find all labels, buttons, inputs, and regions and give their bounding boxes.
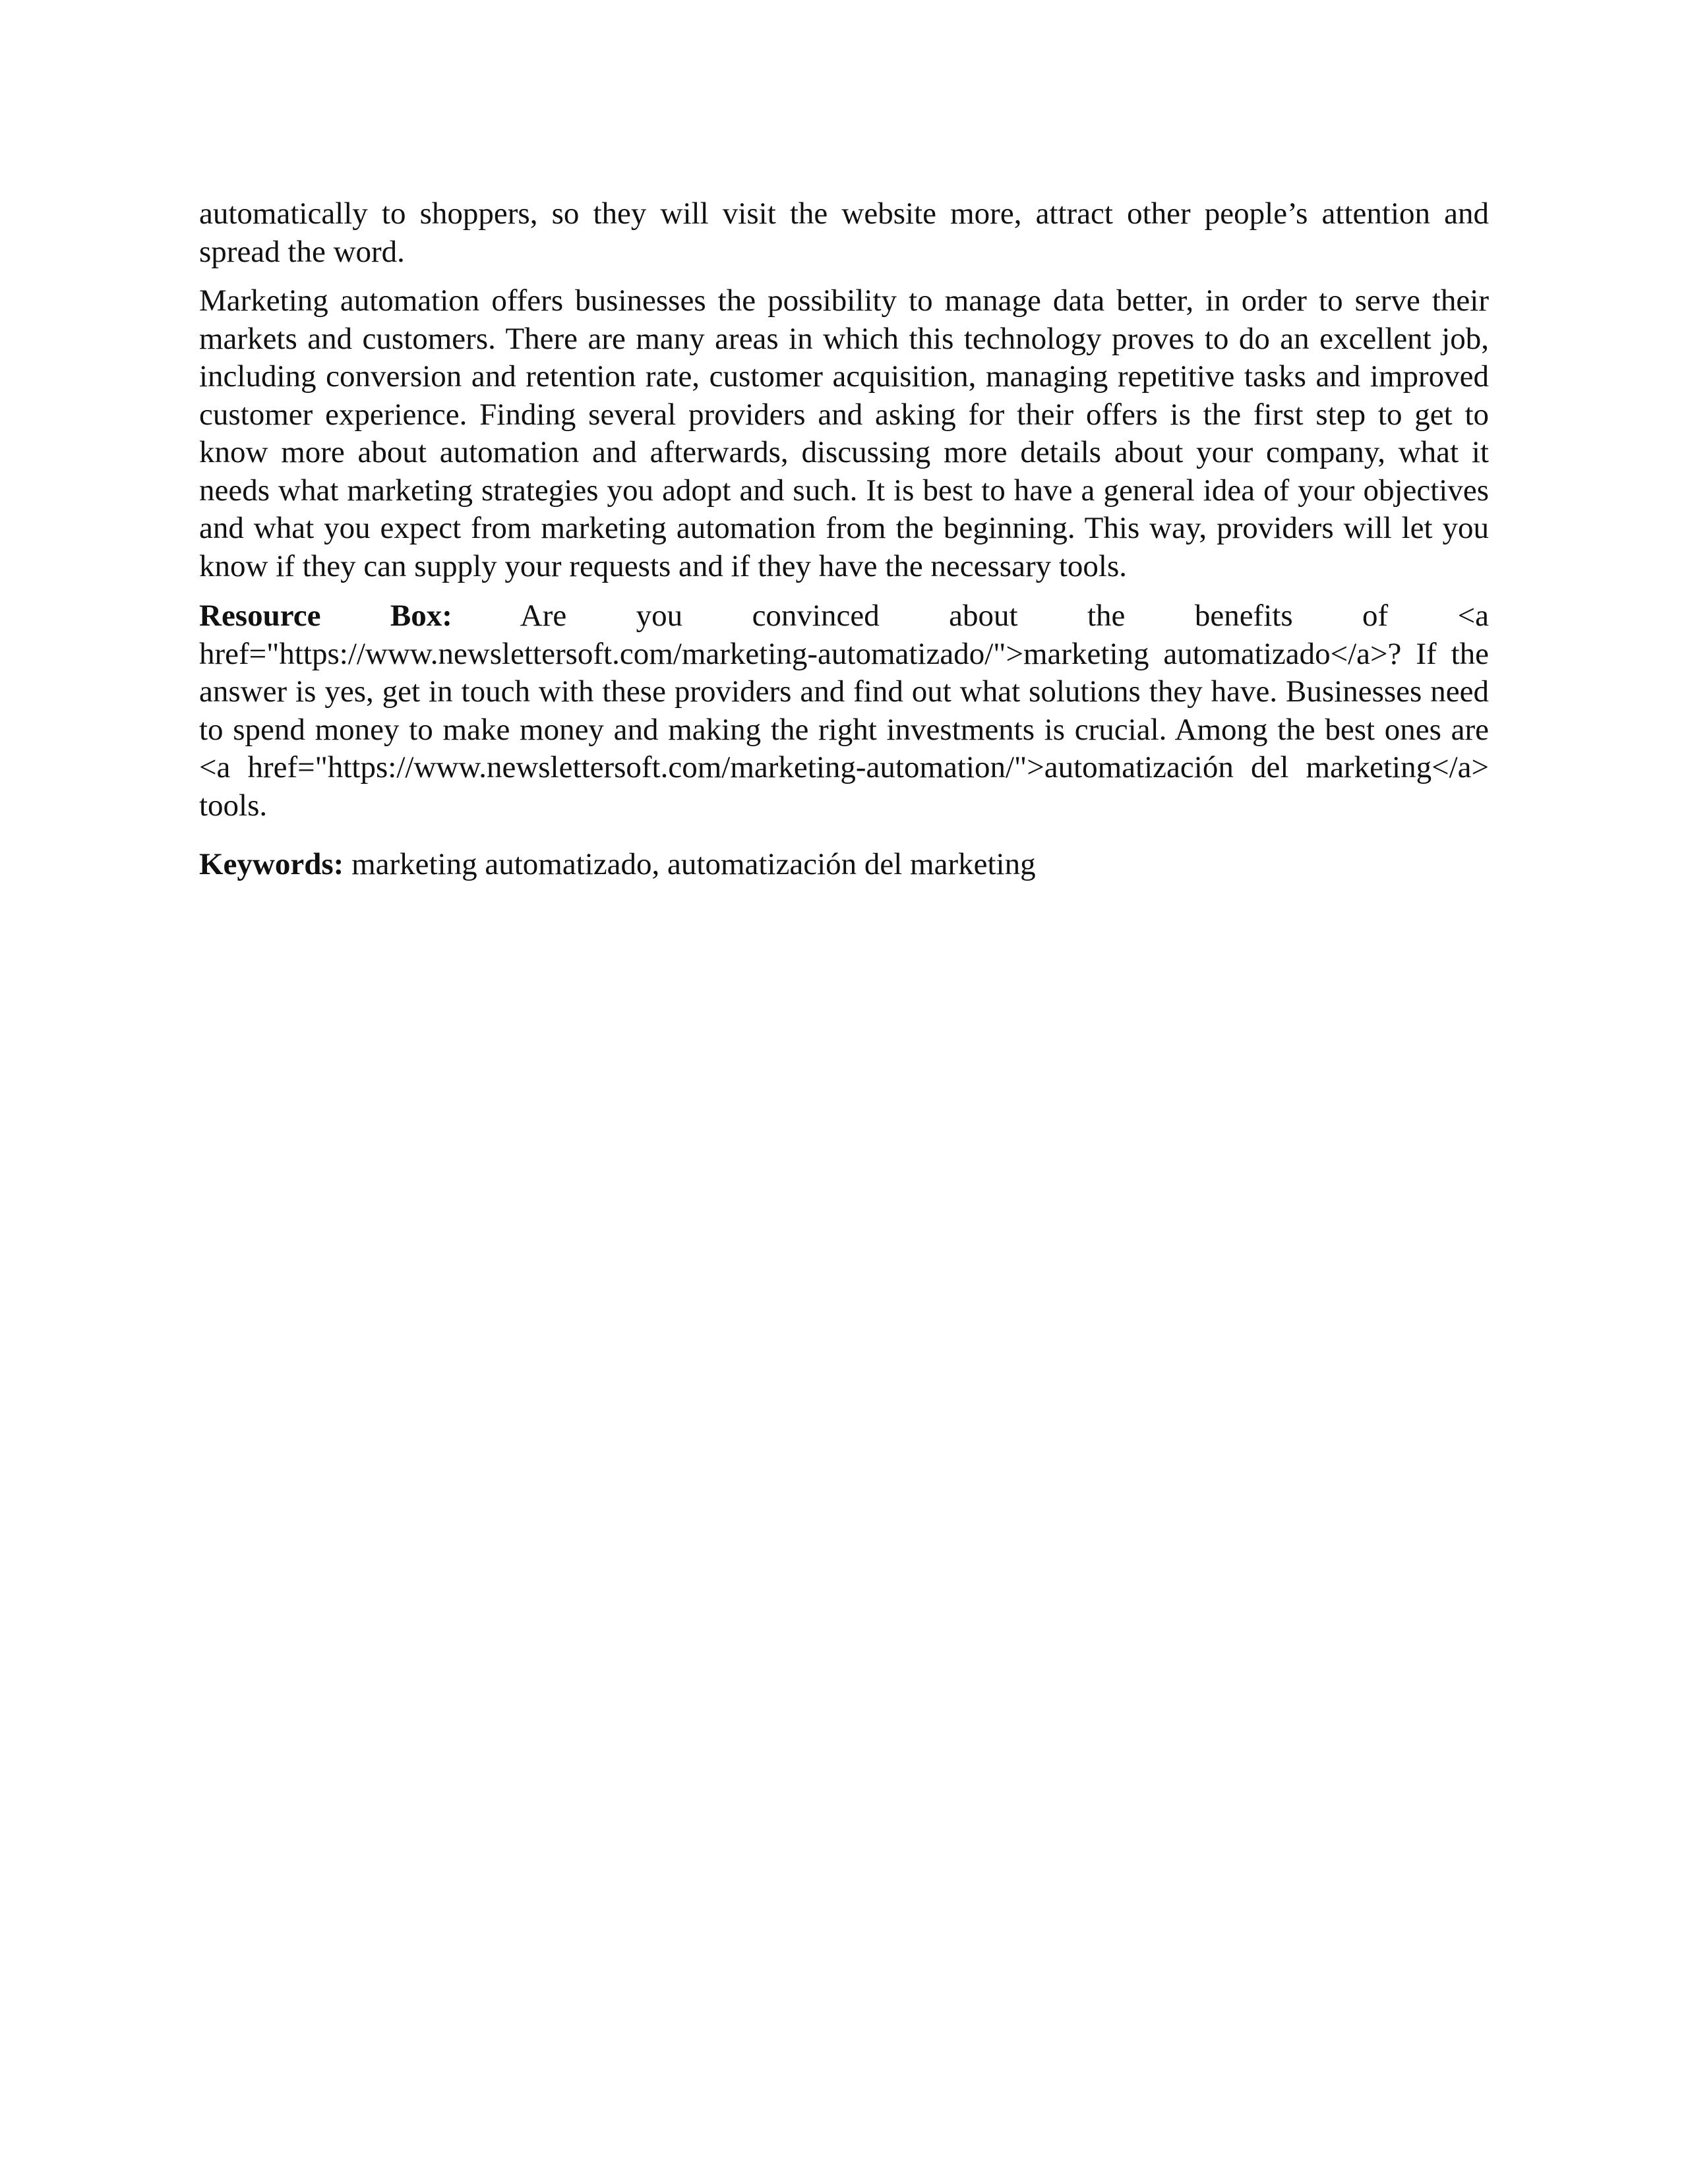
keywords-text: marketing automatizado, automatización del marketing — [351, 847, 1036, 881]
keywords-paragraph — [199, 846, 1489, 884]
keywords-label: Keywords: — [199, 847, 344, 881]
document-body — [199, 195, 1489, 884]
resource-box-label: Resource Box: — [199, 599, 452, 633]
continuation-paragraph: automatically to shoppers, so they will visit the website more, attract other people’s attention and spread the word. — [199, 196, 1489, 269]
resource-box-paragraph — [199, 597, 1489, 825]
main-paragraph: Marketing automation offers businesses the possibility to manage data better, in order to serve their markets and customers. There are many areas in which this technology proves to do an excellent job, including conversion and retention rate, customer acquisition, managing repetitive tasks and improved customer experience. Finding several providers and asking for their offers is the first step to get to know more about automation and afterwards, discussing more details about your company, what it needs what marketing strategies you adopt and such. It is best to have a general idea of your objectives and what you expect from marketing automation from the beginning. This way, providers will let you know if they can supply your requests and if they have the necessary tools. — [199, 283, 1489, 583]
resource-box-text: Are you convinced about the benefits of <a href="https://www.newslettersoft.com/marketing-automatizado/">marketing automatizado</a>? If the answer is yes, get in touch with these providers and find out what solutions they have. Businesses need to spend money to make money and making the right investments is crucial. Among the best ones are <a href="https://www.newslettersoft.com/marketing-automation/">automatización del marketing</a> tools. — [199, 599, 1489, 823]
